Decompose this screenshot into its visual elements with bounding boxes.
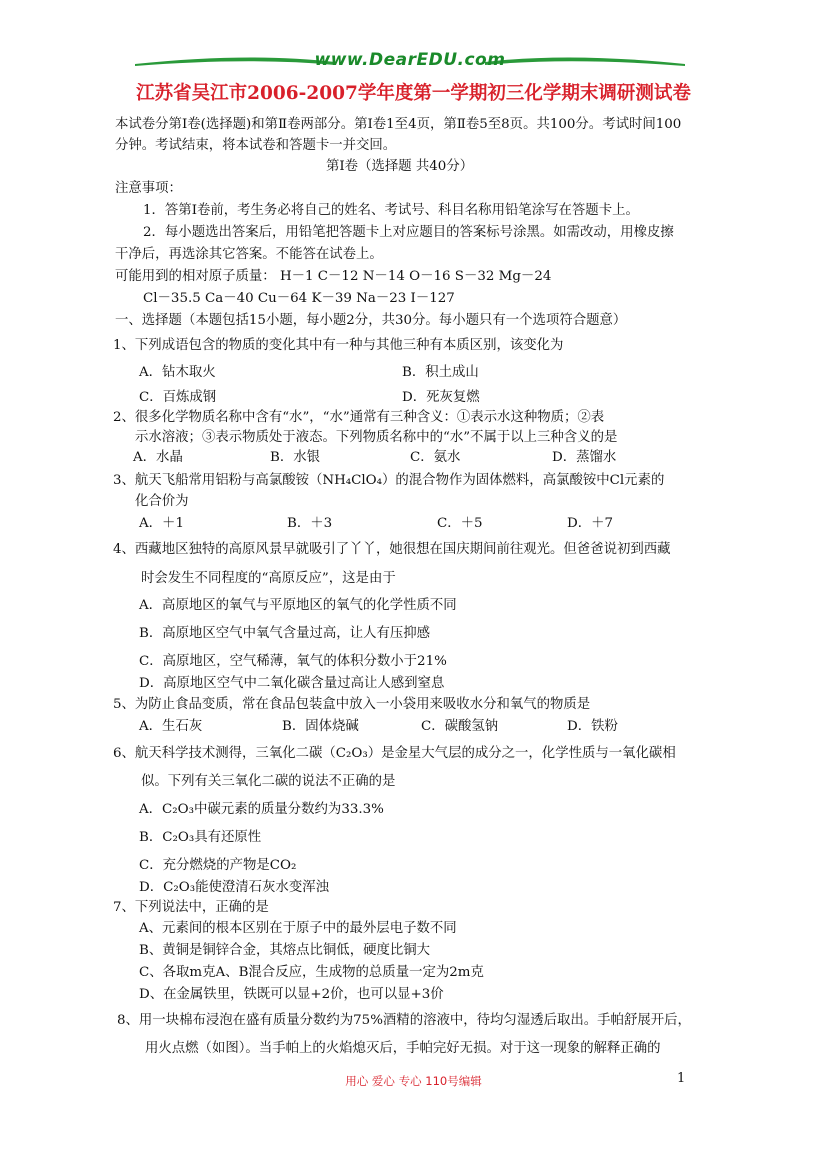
q2-option-c: C．氨水	[410, 450, 461, 465]
notice-item-2a: 2．每小题选出答案后，用铅笔把答题卡上对应题目的答案标号涂黑。如需改动，用橡皮擦	[143, 225, 674, 240]
page-footer: 用心 爱心 专心 110号编辑	[345, 1074, 482, 1088]
intro-line-2: 分钟。考试结束，将本试卷和答题卡一并交回。	[115, 138, 397, 153]
notice-heading: 注意事项：	[115, 181, 182, 196]
q4-option-d: D．高原地区空气中二氧化碳含量过高让人感到窒息	[139, 676, 445, 691]
question-6-stem-1: 6、航天科学技术测得，三氧化二碳（C₂O₃）是金星大气层的成分之一，化学性质与一氧化碳相	[113, 746, 676, 761]
section-heading: 第Ⅰ卷（选择题 共40分）	[326, 159, 474, 174]
q3-option-b: B．＋3	[287, 516, 333, 531]
site-url[interactable]: www.DearEDU.com	[314, 50, 506, 70]
q7-option-c: C、各取m克A、B混合反应，生成物的总质量一定为2m克	[139, 965, 484, 980]
q4-option-a: A．高原地区的氧气与平原地区的氧气的化学性质不同	[139, 598, 457, 613]
question-6-stem-2: 似。下列有关三氧化二碳的说法不正确的是	[141, 774, 396, 789]
part-heading: 一、选择题（本题包括15小题，每小题2分，共30分。每小题只有一个选项符合题意）	[115, 313, 627, 328]
q7-option-d: D、在金属铁里，铁既可以显+2价，也可以显+3价	[139, 987, 444, 1002]
site-header	[130, 48, 690, 78]
question-3-stem-2: 化合价为	[135, 494, 189, 509]
q6-option-d: D．C₂O₃能使澄清石灰水变浑浊	[139, 880, 329, 895]
question-8-stem-1: 8、用一块棉布浸泡在盛有质量分数约为75%酒精的溶液中，待均匀湿透后取出。手帕舒展开后，	[117, 1013, 691, 1028]
q1-option-c: C．百炼成钢	[139, 390, 217, 405]
q6-option-a: A．C₂O₃中碳元素的质量分数约为33.3%	[139, 802, 384, 817]
intro-line-1: 本试卷分第Ⅰ卷(选择题)和第Ⅱ卷两部分。第Ⅰ卷1至4页，第Ⅱ卷5至8页。共100分。考试时间100	[115, 117, 682, 132]
q3-option-c: C．＋5	[437, 516, 483, 531]
notice-item-2b: 干净后，再选涂其它答案。不能答在试卷上。	[115, 247, 383, 262]
notice-item-1: 1．答第Ⅰ卷前，考生务必将自己的姓名、考试号、科目名称用铅笔涂写在答题卡上。	[143, 203, 639, 218]
question-7-stem: 7、下列说法中，正确的是	[113, 900, 269, 915]
q4-option-c: C．高原地区，空气稀薄，氧气的体积分数小于21%	[139, 654, 447, 669]
question-2-stem-2: 示水溶液；③表示物质处于液态。下列物质名称中的“水”不属于以上三种含义的是	[135, 430, 618, 445]
question-4-stem-1: 4、西藏地区独特的高原风景早就吸引了丫丫，她很想在国庆期间前往观光。但爸爸说初到西藏	[113, 542, 671, 557]
q7-option-b: B、黄铜是铜锌合金，其熔点比铜低，硬度比铜大	[139, 943, 431, 958]
q6-option-c: C．充分燃烧的产物是CO₂	[139, 858, 297, 873]
q7-option-a: A、元素间的根本区别在于原子中的最外层电子数不同	[139, 921, 457, 936]
question-4-stem-2: 时会发生不同程度的“高原反应”，这是由于	[141, 571, 396, 586]
q5-option-a: A．生石灰	[139, 719, 203, 734]
q4-option-b: B．高原地区空气中氧气含量过高，让人有压抑感	[139, 626, 431, 641]
question-2-stem-1: 2、很多化学物质名称中含有“水”，“水”通常有三种含义：①表示水这种物质；②表	[113, 410, 605, 425]
atomic-mass-line-1: 可能用到的相对原子质量： H－1 C－12 N－14 O－16 S－32 Mg－24	[115, 269, 552, 284]
question-3-stem-1: 3、航天飞船常用铝粉与高氯酸铵（NH₄ClO₄）的混合物作为固体燃料，高氯酸铵中Cl元素的	[113, 473, 665, 488]
question-5-stem: 5、为防止食品变质，常在食品包装盒中放入一小袋用来吸收水分和氧气的物质是	[113, 697, 591, 712]
q2-option-d: D．蒸馏水	[552, 450, 617, 465]
q5-option-c: C．碳酸氢钠	[421, 719, 499, 734]
question-1-stem: 1、下列成语包含的物质的变化其中有一种与其他三种有本质区别，该变化为	[113, 338, 564, 353]
q3-option-d: D．＋7	[567, 516, 614, 531]
q5-option-d: D．铁粉	[567, 719, 618, 734]
q6-option-b: B．C₂O₃具有还原性	[139, 830, 262, 845]
question-8-stem-2: 用火点燃（如图）。当手帕上的火焰熄灭后，手帕完好无损。对于这一现象的解释正确的	[145, 1041, 661, 1056]
exam-title: 江苏省吴江市2006-2007学年度第一学期初三化学期末调研测试卷	[136, 83, 691, 104]
q2-option-a: A．水晶	[133, 450, 183, 465]
q5-option-b: B．固体烧碱	[282, 719, 359, 734]
q1-option-b: B．积土成山	[402, 365, 479, 380]
q3-option-a: A．＋1	[139, 516, 184, 531]
q1-option-d: D．死灰复燃	[402, 390, 480, 405]
q2-option-b: B．水银	[270, 450, 321, 465]
q1-option-a: A．钻木取火	[139, 365, 216, 380]
page-number: 1	[677, 1071, 686, 1086]
atomic-mass-line-2: Cl－35.5 Ca－40 Cu－64 K－39 Na－23 I－127	[143, 291, 455, 306]
